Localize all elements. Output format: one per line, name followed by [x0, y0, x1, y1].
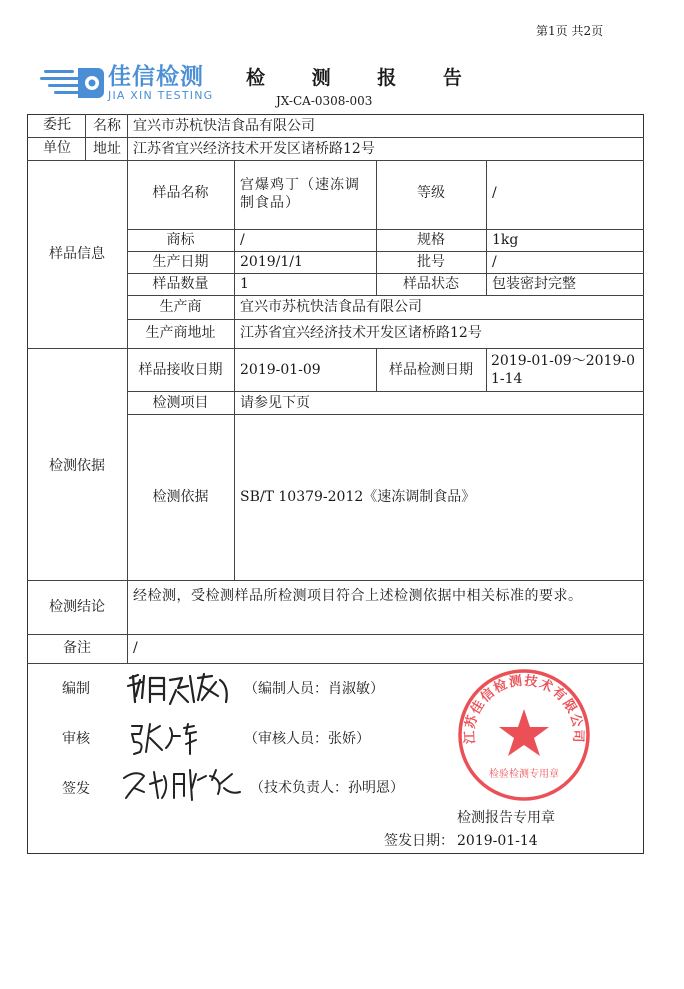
- trademark: /: [240, 232, 245, 248]
- review-text: （审核人员：张娇）: [244, 731, 370, 747]
- basis-standard: SB/T 10379-2012《速冻调制食品》: [240, 489, 476, 505]
- sample-state: 包装密封完整: [492, 276, 576, 292]
- spec-label: 规格: [417, 232, 445, 248]
- issuer-signature: [120, 764, 246, 806]
- remark-value: /: [133, 640, 138, 656]
- compiler-signature: [124, 668, 236, 708]
- client-name: 宜兴市苏杭快洁食品有限公司: [133, 118, 315, 134]
- issue-label: 签发: [62, 781, 90, 797]
- manufacturer-address-label: 生产商地址: [145, 325, 216, 341]
- sample-qty-label: 样品数量: [152, 276, 209, 292]
- client-section-label-bottom: 单位: [43, 140, 71, 156]
- manufacturer: 宜兴市苏杭快洁食品有限公司: [240, 299, 422, 315]
- remark-label: 备注: [63, 640, 91, 656]
- receive-date: 2019-01-09: [240, 362, 321, 378]
- company-logo: [40, 56, 240, 108]
- sample-qty: 1: [240, 276, 249, 292]
- seal-text: 江苏佳信检测技术有限公司: [462, 673, 586, 745]
- batch-label: 批号: [417, 254, 445, 270]
- logo-text-en: JIA XIN TESTING: [108, 89, 214, 102]
- official-seal-icon: [454, 665, 594, 805]
- client-address: 江苏省宜兴经济技术开发区诸桥路12号: [133, 141, 375, 157]
- conclusion-label: 检测结论: [49, 599, 105, 615]
- grade-label: 等级: [417, 185, 445, 201]
- receive-date-label: 样品接收日期: [138, 362, 223, 378]
- manufacturer-label: 生产商: [159, 299, 202, 315]
- reviewer-signature: [126, 718, 206, 758]
- issue-text: （技术负责人：孙明恩）: [250, 780, 404, 796]
- review-label: 审核: [62, 731, 90, 747]
- test-items: 请参见下页: [240, 395, 310, 411]
- trademark-label: 商标: [166, 232, 195, 248]
- issue-date-label: 签发日期：: [384, 833, 454, 849]
- production-date: 2019/1/1: [240, 254, 303, 270]
- report-title: 检 测 报 告: [246, 67, 482, 89]
- spec: 1kg: [492, 232, 519, 248]
- basis-section-label: 检测依据: [49, 458, 105, 474]
- page-number: 第1页 共2页: [536, 24, 604, 38]
- test-date: 2019-01-09～2019-01-14: [491, 353, 635, 387]
- seal-caption: 检测报告专用章: [457, 810, 555, 826]
- sample-info-section-label: 样品信息: [49, 246, 105, 262]
- report-number: JX-CA-0308-003: [276, 94, 373, 108]
- issue-date: 2019-01-14: [457, 833, 538, 849]
- sample-name-label: 样品名称: [152, 185, 209, 201]
- test-date-label: 样品检测日期: [389, 362, 473, 378]
- production-date-label: 生产日期: [152, 254, 209, 270]
- grade: /: [492, 185, 497, 201]
- sample-name: 宫爆鸡丁（速冻调制食品）: [240, 177, 360, 211]
- logo-text-zh: 佳信检测: [108, 64, 204, 90]
- compile-label: 编制: [62, 681, 90, 697]
- batch: /: [492, 254, 497, 270]
- manufacturer-address: 江苏省宜兴经济技术开发区诸桥路12号: [240, 325, 482, 341]
- test-items-label: 检测项目: [152, 395, 209, 411]
- seal-subtext: 检验检测专用章: [489, 769, 559, 780]
- compile-text: （编制人员：肖淑敏）: [244, 681, 384, 697]
- client-section-label-top: 委托: [43, 117, 71, 133]
- basis-label: 检测依据: [152, 489, 209, 505]
- client-address-label: 地址: [93, 141, 121, 157]
- client-name-label: 名称: [93, 118, 121, 134]
- sample-state-label: 样品状态: [403, 276, 459, 292]
- conclusion-text: 经检测，受检测样品所检测项目符合上述检测依据中相关标准的要求。: [133, 588, 583, 604]
- logo-speed-icon: [40, 62, 106, 106]
